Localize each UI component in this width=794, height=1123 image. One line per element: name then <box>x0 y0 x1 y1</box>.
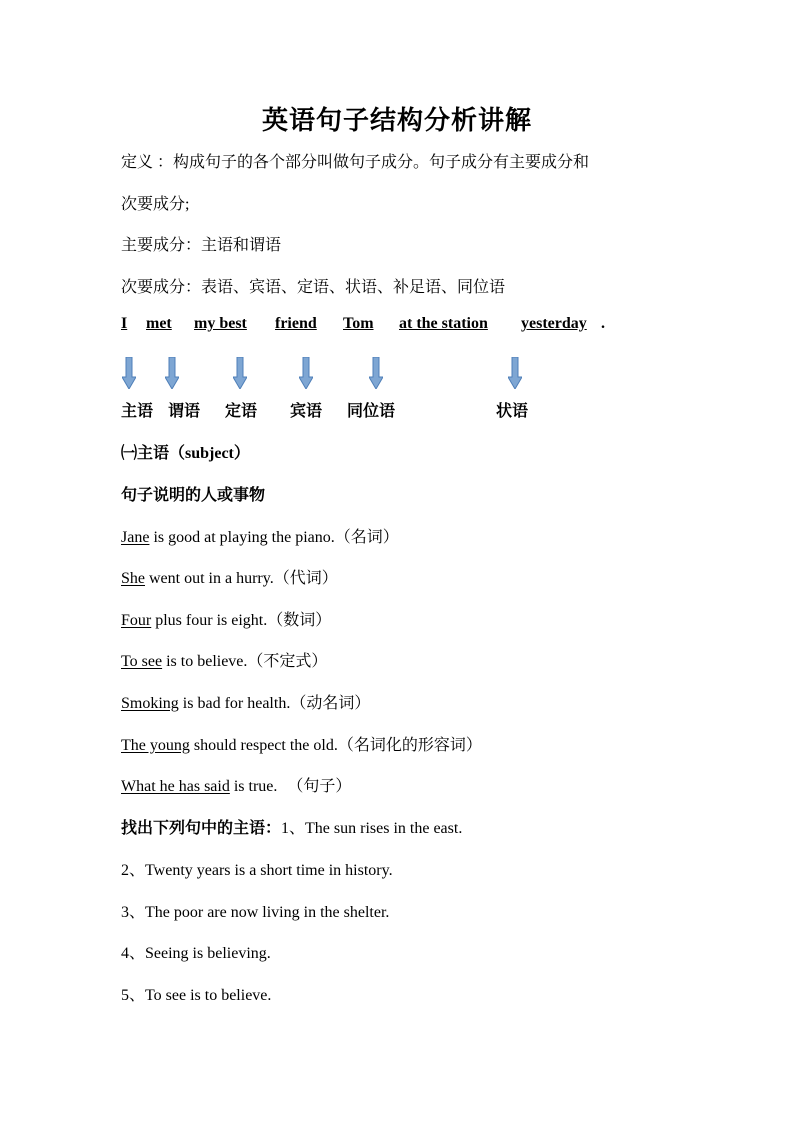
example-word: met <box>146 315 172 332</box>
down-arrow-icon <box>369 357 383 389</box>
example-word: Tom <box>343 315 374 332</box>
sentence-rest: is true. <box>229 778 278 795</box>
sentence-subject: She <box>121 570 145 587</box>
example-sentence <box>121 732 482 755</box>
example-sentence <box>121 607 331 630</box>
example-sentence <box>121 565 338 588</box>
component-label: 状语 <box>496 403 529 420</box>
exercise-line <box>121 815 462 838</box>
example-sentence <box>121 773 351 796</box>
sentence-subject: Jane <box>121 529 150 546</box>
example-sentence <box>121 648 327 671</box>
sentence-rest: should respect the old. <box>189 737 338 754</box>
page-title: 英语句子结构分析讲解 <box>261 106 532 135</box>
example-word: yesterday <box>521 315 587 332</box>
down-arrow-icon <box>122 357 136 389</box>
component-label: 谓语 <box>168 403 201 420</box>
sentence-subject: What he has said <box>121 778 230 795</box>
down-arrow-icon <box>165 357 179 389</box>
exercise-item: 1、The sun rises in the east. <box>281 820 463 837</box>
sentence-note: （不定式） <box>247 653 328 670</box>
sentence-subject: Four <box>121 612 152 629</box>
sentence-rest: plus four is eight. <box>151 612 268 629</box>
exercise-item: 5、To see is to believe. <box>121 987 272 1004</box>
sentence-subject: To see <box>121 653 163 670</box>
component-label: 定语 <box>225 403 258 420</box>
section-heading: ㈠主语（subject） <box>121 445 250 462</box>
definition-line-1: 定义 ：构成句子的各个部分叫做句子成分。句子成分有主要成分和 <box>121 154 590 171</box>
example-sentence <box>121 524 399 547</box>
down-arrow-icon <box>233 357 247 389</box>
exercise-item: 4、Seeing is believing. <box>121 945 271 962</box>
example-word: at the station <box>399 315 488 332</box>
sentence-note: （名词化的形容词） <box>337 737 482 754</box>
exercise-item: 3、The poor are now living in the shelter. <box>121 904 390 921</box>
example-sentence <box>121 690 370 713</box>
down-arrow-icon <box>508 357 522 389</box>
sentence-note: （名词） <box>334 529 399 546</box>
example-word: I <box>121 315 128 332</box>
sentence-note: （句子） <box>287 778 352 795</box>
component-label: 主语 <box>121 403 154 420</box>
example-period: . <box>601 315 605 332</box>
definition-line-2: 次要成分; <box>121 196 190 213</box>
exercise-prompt: 找出下列句中的主语： <box>121 820 282 837</box>
secondary-components: 次要成分：表语、宾语、定语、状语、补足语、同位语 <box>121 279 506 296</box>
component-label: 宾语 <box>290 403 323 420</box>
component-label: 同位语 <box>347 403 396 420</box>
sentence-rest: is to believe. <box>162 653 248 670</box>
example-word: friend <box>275 315 317 332</box>
sentence-rest: is good at playing the piano. <box>149 529 335 546</box>
sentence-note: （动名词） <box>290 695 371 712</box>
exercise-item: 2、Twenty years is a short time in history. <box>121 862 393 879</box>
sentence-subject: Smoking <box>121 695 179 712</box>
down-arrow-icon <box>299 357 313 389</box>
sentence-subject: The young <box>121 737 190 754</box>
sentence-rest: is bad for health. <box>178 695 291 712</box>
sentence-note: （数词） <box>267 612 332 629</box>
sentence-note: （代词） <box>273 570 338 587</box>
section-description: 句子说明的人或事物 <box>121 487 266 504</box>
example-word: my best <box>194 315 247 332</box>
sentence-rest: went out in a hurry. <box>145 570 274 587</box>
main-components: 主要成分：主语和谓语 <box>121 237 282 254</box>
